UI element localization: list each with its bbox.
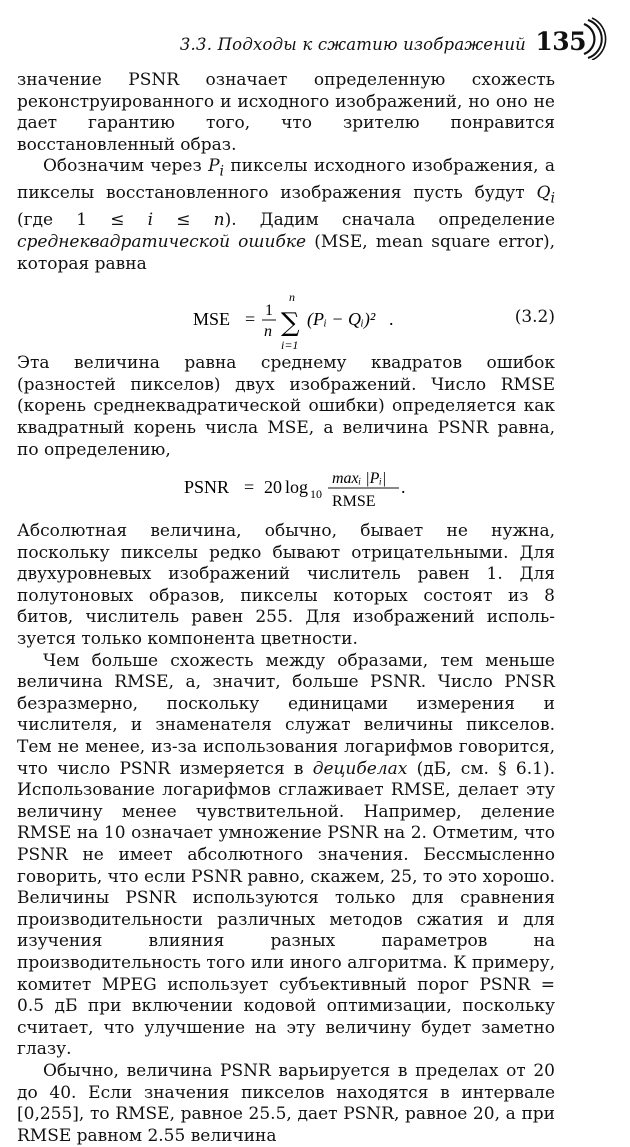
psnr-log: log [285, 477, 309, 498]
mse-frac-den: n [264, 323, 272, 341]
running-header [0, 14, 630, 60]
paragraph-1: значение PSNR означает определенную схожесть реконструированного и исходного изображений, но оно не дает гарантию того, что зрителю понравится восстановленный образ. [17, 70, 555, 155]
psnr-eq: = [244, 477, 255, 498]
mse-sum-lower: i=1 [281, 338, 299, 352]
psnr-end: . [401, 477, 406, 498]
mse-equation [193, 291, 413, 351]
page-number: 135 [535, 27, 586, 56]
mse-body: (Pᵢ − Qᵢ)² [307, 309, 376, 330]
mse-eq: = [245, 309, 256, 330]
psnr-formula [17, 465, 555, 519]
page-body [17, 70, 555, 1147]
mse-lhs: MSE [193, 309, 231, 330]
paragraph-5: Чем больше схожесть между образами, тем меньше величина RMSE, а, значит, больше PSNR. Число PNSR безразмерно, поскольку единицами измерения и числителя, и знаменателя служат величины пикселов. Тем не менее, из-за использования логарифмов говорится, что число PSNR измеряется в децибелах (дБ, см. § 6.1). Использование логарифмов сглаживает RMSE, делает эту величину менее чувствительной. Например, деление RMSE на 10 означает умножение PSNR на 2. Отметим, что PSNR не имеет абсолютного значения. Бессмысленно говорить, что если PSNR равно, скажем, 25, то это хорошо. Величины PSNR используются только для сравнения производительности различных методов сжатия и для изучения влияния разных параметров на производительность того или иного алгоритма. К примеру, комитет MPEG использует субъективный порог PSNR = 0.5 дБ при включении кодовой оптимизации, поскольку считает, что улучшение на эту величину будет заметно глазу. [17, 650, 555, 1060]
mse-end: . [389, 309, 394, 330]
emphasis-term: среднеквадратической ошибке [17, 231, 307, 252]
psnr-lhs: PSNR [184, 477, 230, 498]
paragraph-6: Обычно, величина PSNR варьируется в пределах от 20 до 40. Если значения пикселов находятся в интервале [0,255], то RMSE, равное 25.5, дает PSNR, равное 20, а при RMSE равном 2.55 величина [17, 1060, 555, 1146]
psnr-frac-den: RMSE [332, 493, 376, 511]
equation-number: (3.2) [514, 307, 555, 328]
paragraph-4: Абсолютная величина, обычно, бывает не нужна, поскольку пикселы редко бывают отрицательными. Для двухуровневых изображений числитель равен 1. Для полутоновых образов, пикселы которых состоят из 8 битов, числитель равен 255. Для изображений используется только компонента цветности. [17, 521, 555, 650]
psnr-frac-num: maxᵢ |Pᵢ| [332, 470, 387, 488]
emphasis-term: децибелах [312, 758, 408, 779]
header-title: 3.3. Подходы к сжатию изображений [179, 35, 526, 54]
page-number-ornament-icon [580, 16, 612, 60]
paragraph-2: Обозначим через $P_i$ пикселы исходного изображения, а пикселы восстановленного изображения пусть будут $Q_i$ (где 1 ≤ i ≤ n). Дадим сначала определение среднеквадратической ошибке (MSE, mean square error), которая равна [17, 156, 556, 274]
sum-symbol-icon: ∑ [281, 308, 300, 339]
psnr-log-base: 10 [310, 487, 322, 502]
mse-formula [17, 283, 555, 352]
psnr-coef: 20 [264, 477, 282, 498]
mse-sum-upper: n [289, 291, 295, 305]
paragraph-3: Эта величина равна среднему квадратов ошибок (разностей пикселов) двух изображений. Число RMSE (корень среднеквадратической ошибки) определяется как квадратный корень числа MSE, а величина PSNR равна, по определению, [17, 353, 555, 460]
mse-frac-num: 1 [265, 302, 273, 320]
psnr-equation [184, 469, 414, 519]
